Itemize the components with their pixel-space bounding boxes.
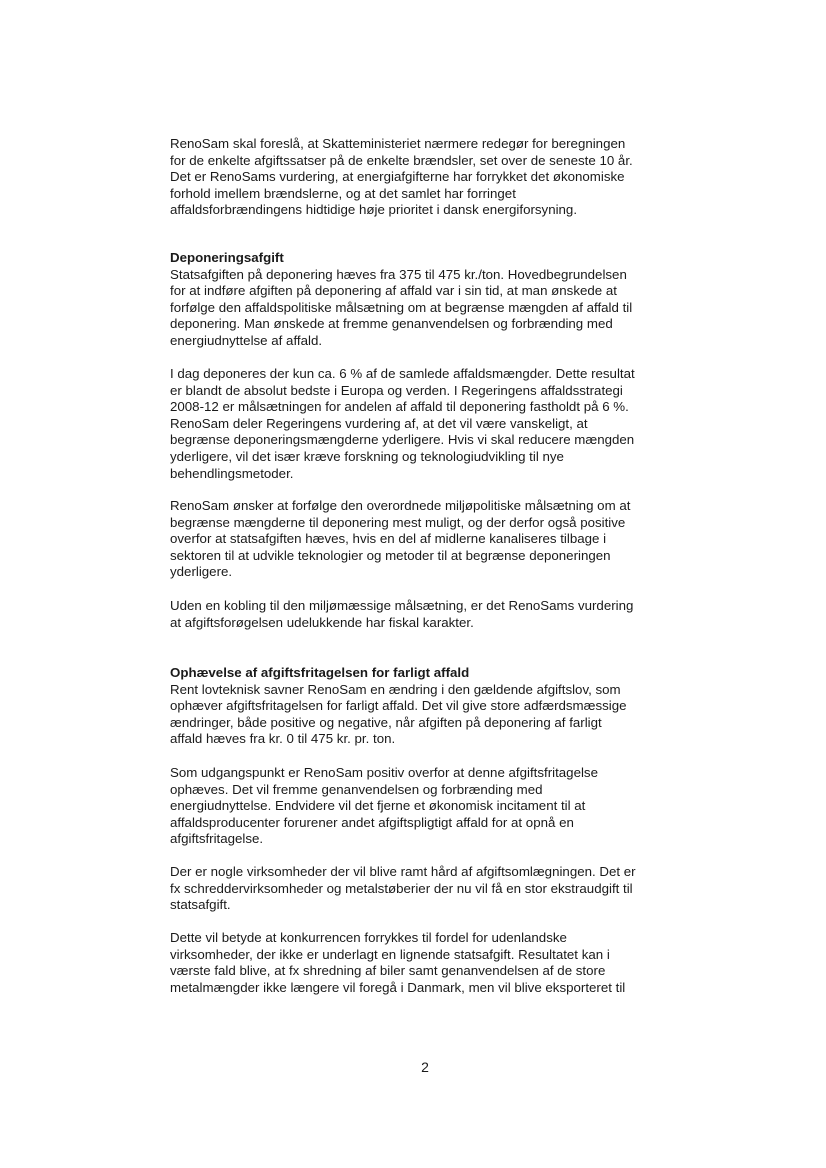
- text-line: RenoSam ønsker at forfølge den overordnede miljøpolitiske målsætning om at: [170, 498, 631, 513]
- text-line: Som udgangspunkt er RenoSam positiv overfor at denne afgiftsfritagelse: [170, 765, 598, 780]
- text-line: begrænse deponeringsmængderne yderligere. Hvis vi skal reducere mængden: [170, 432, 635, 448]
- section-heading: Ophævelse af afgiftsfritagelsen for farligt affald: [170, 665, 470, 680]
- text-line: ophæver afgiftsfritagelsen for farligt affald. Det vil give store adfærdsmæssige: [170, 698, 627, 714]
- text-line: ophæves. Det vil fremme genanvendelsen og forbrænding med: [170, 781, 543, 797]
- text-line: sektoren til at udvikle teknologier og metoder til at begrænse deponeringen: [170, 547, 611, 563]
- paragraph-renosam-goal: [170, 498, 700, 581]
- text-line: ændringer, både positive og negative, når afgiften på deponering af farligt: [170, 714, 602, 730]
- text-line: RenoSam deler Regeringens vurdering af, at det vil være vanskeligt, at: [170, 415, 588, 431]
- text-line: energiudnyttelse af affald.: [170, 332, 323, 348]
- text-line: statsafgift.: [170, 897, 231, 913]
- text-line: Statsafgiften på deponering hæves fra 375 til 475 kr./ton. Hovedbegrundelsen: [170, 266, 627, 282]
- text-line: metalmængder ikke længere vil foregå i Danmark, men vil blive eksporteret til: [170, 979, 626, 995]
- paragraph-positive-stance: [170, 765, 700, 848]
- text-line: affaldsforbrændingens hidtidige høje prioritet i dansk energiforsyning.: [170, 202, 578, 218]
- page-number: 2: [421, 1059, 429, 1075]
- text-line: I dag deponeres der kun ca. 6 % af de samlede affaldsmængder. Dette resultat: [170, 366, 635, 381]
- paragraph-deponering-level: [170, 366, 700, 482]
- text-line: fx schreddervirksomheder og metalstøberier der nu vil få en stor ekstraudgift til: [170, 880, 633, 896]
- text-line: affaldsproducenter forurener andet afgiftspligtigt affald for at opnå en: [170, 814, 574, 830]
- text-line: Det er RenoSams vurdering, at energiafgifterne har forrykket det økonomiske: [170, 169, 625, 185]
- paragraph-affected-companies: [170, 864, 700, 914]
- text-line: virksomheder, der ikke er underlagt en lignende statsafgift. Resultatet kan i: [170, 946, 610, 962]
- text-line: begrænse mængderne til deponering mest muligt, og der derfor også positive: [170, 514, 626, 530]
- text-line: Dette vil betyde at konkurrencen forrykkes til fordel for udenlandske: [170, 930, 567, 945]
- text-line: værste fald blive, at fx shredning af biler samt genanvendelsen af de store: [170, 963, 606, 979]
- text-line: forhold imellem brændslerne, og at det samlet har forringet: [170, 185, 516, 201]
- text-line: overfor at statsafgiften hæves, hvis en del af midlerne kanaliseres tilbage i: [170, 531, 607, 547]
- paragraph-competition: [170, 930, 700, 996]
- text-line: for de enkelte afgiftssatser på de enkelte brændsler, set over de seneste 10 år.: [170, 152, 633, 168]
- text-line: forfølge den affaldspolitiske målsætning om at begrænse mængden af affald til: [170, 299, 633, 315]
- text-line: behendlingsmetoder.: [170, 465, 294, 481]
- section-ophaevelse: [170, 665, 700, 748]
- text-line: at afgiftsforøgelsen udelukkende har fiskal karakter.: [170, 614, 474, 630]
- text-line: 2008-12 er målsætningen for andelen af affald til deponering fastholdt på 6 %.: [170, 399, 629, 415]
- text-line: RenoSam skal foreslå, at Skatteministeriet nærmere redegør for beregningen: [170, 136, 626, 151]
- text-line: affald hæves fra kr. 0 til 475 kr. pr. ton.: [170, 731, 396, 747]
- text-line: afgiftsfritagelse.: [170, 831, 264, 847]
- text-line: yderligere.: [170, 564, 233, 580]
- section-deponeringsafgift: [170, 250, 700, 350]
- text-line: for at indføre afgiften på deponering af affald var i sin tid, at man ønskede at: [170, 283, 617, 299]
- section-heading: Deponeringsafgift: [170, 250, 284, 265]
- paragraph-intro: [170, 136, 700, 219]
- text-line: deponering. Man ønskede at fremme genanvendelsen og forbrænding med: [170, 316, 613, 332]
- paragraph-fiscal: [170, 598, 700, 631]
- text-line: energiudnyttelse. Endvidere vil det fjerne et økonomisk incitament til at: [170, 798, 586, 814]
- text-line: yderligere, vil det især kræve forskning og teknologiudvikling til nye: [170, 448, 564, 464]
- text-line: Uden en kobling til den miljømæssige målsætning, er det RenoSams vurdering: [170, 598, 634, 613]
- text-line: er blandt de absolut bedste i Europa og verden. I Regeringens affaldsstrategi: [170, 382, 623, 398]
- text-line: Der er nogle virksomheder der vil blive ramt hård af afgiftsomlægningen. Det er: [170, 864, 636, 879]
- text-line: Rent lovteknisk savner RenoSam en ændring i den gældende afgiftslov, som: [170, 681, 621, 697]
